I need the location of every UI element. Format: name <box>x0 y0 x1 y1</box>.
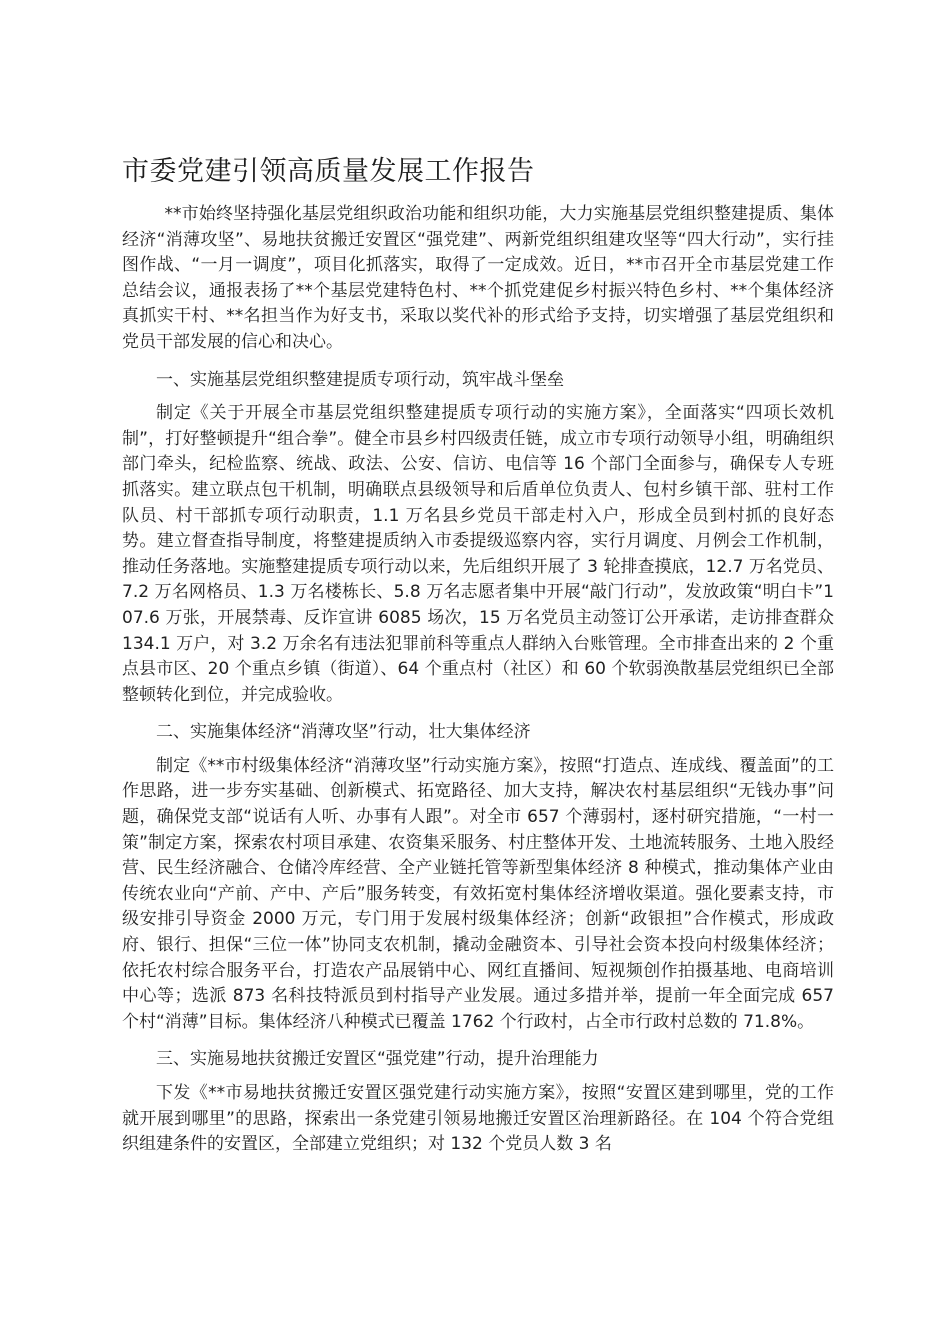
section-3-heading: 三、实施易地扶贫搬迁安置区“强党建”行动，提升治理能力 <box>156 1049 599 1070</box>
section-2-body: 制定《**市村级集体经济“消薄攻坚”行动实施方案》，按照“打造点、连成线、覆盖面”的工作思路，进一步夯实基础、创新模式、拓宽路径、加大支持，解决农村基层组织“无钱办事”问题，确保党支部“说话有人听、办事有人跟”。对全市 657 个薄弱村，逐村研究措施，“一村一策”制定方案，探索农村项目承建、农资集采服务、村庄整体开发、土地流转服务、土地入股经营、民生经济融合、仓储冷库经营、全产业链托管等新型集体经济 8 种模式，推动集体产业由传统农业向“产前、产中、产后”服务转变，有效拓宽村集体经济增收渠道。强化要素支持，市级安排引导资金 2000 万元，专门用于发展村级集体经济；创新“政银担”合作模式，形成政府、银行、担保“三位一体”协同支农机制，撬动金融资本、引导社会资本投向村级集体经济；依托农村综合服务平台，打造农产品展销中心、网红直播间、短视频创作拍摄基地、电商培训中心等；选派 873 名科技特派员到村指导产业发展。通过多措并举，提前一年全面完成 657 个村“消薄”目标。集体经济八种模式已覆盖 1762 个行政村，占全市行政村总数的 71.8%。 <box>122 755 834 1032</box>
section-1-body: 制定《关于开展全市基层党组织整建提质专项行动的实施方案》，全面落实“四项长效机制”，打好整顿提升“组合拳”。健全市县乡村四级责任链，成立市专项行动领导小组，明确组织部门牵头，纪检监察、统战、政法、公安、信访、电信等 16 个部门全面参与，确保专人专班抓落实。建立联点包干机制，明确联点县级领导和后盾单位负责人、包村乡镇干部、驻村工作队员、村干部抓专项行动职责，1.1 万名县乡党员干部走村入户，形成全员到村抓的良好态势。建立督查指导制度，将整建提质纳入市委提级巡察内容，实行月调度、月例会工作机制，推动任务落地。实施整建提质专项行动以来，先后组织开展了 3 轮排查摸底，12.7 万名党员、7.2 万名网格员、1.3 万名楼栋长、5.8 万名志愿者集中开展“敲门行动”，发放政策“明白卡”107.6 万张，开展禁毒、反诈宣讲 6085 场次，15 万名党员主动签订公开承诺，走访排查群众 134.1 万户，对 3.2 万余名有违法犯罪前科等重点人群纳入台账管理。全市排查出来的 2 个重点县市区、20 个重点乡镇（街道）、64 个重点村（社区）和 60 个软弱涣散基层党组织已全部整顿转化到位，并完成验收。 <box>122 403 834 705</box>
intro-paragraph: **市始终坚持强化基层党组织政治功能和组织功能，大力实施基层党组织整建提质、集体经济“消薄攻坚”、易地扶贫搬迁安置区“强党建”、两新党组织组建攻坚等“四大行动”，实行挂图作战、“一月一调度”，项目化抓落实，取得了一定成效。近日，**市召开全市基层党建工作总结会议，通报表扬了**个基层党建特色村、**个抓党建促乡村振兴特色乡村、**个集体经济真抓实干村、**名担当作为好支书，采取以奖代补的形式给予支持，切实增强了基层党组织和党员干部发展的信心和决心。 <box>122 204 834 352</box>
section-3-body: 下发《**市易地扶贫搬迁安置区强党建行动实施方案》，按照“安置区建到哪里，党的工作就开展到哪里”的思路，探索出一条党建引领易地搬迁安置区治理新路径。在 104 个符合党组织组建条件的安置区，全部建立党组织；对 132 个党员人数 3 名 <box>122 1083 834 1155</box>
section-1-heading: 一、实施基层党组织整建提质专项行动，筑牢战斗堡垒 <box>156 369 564 390</box>
document-page <box>122 150 834 1158</box>
section-2-heading: 二、实施集体经济“消薄攻坚”行动，壮大集体经济 <box>156 722 531 743</box>
document-title: 市委党建引领高质量发展工作报告 <box>122 156 535 187</box>
